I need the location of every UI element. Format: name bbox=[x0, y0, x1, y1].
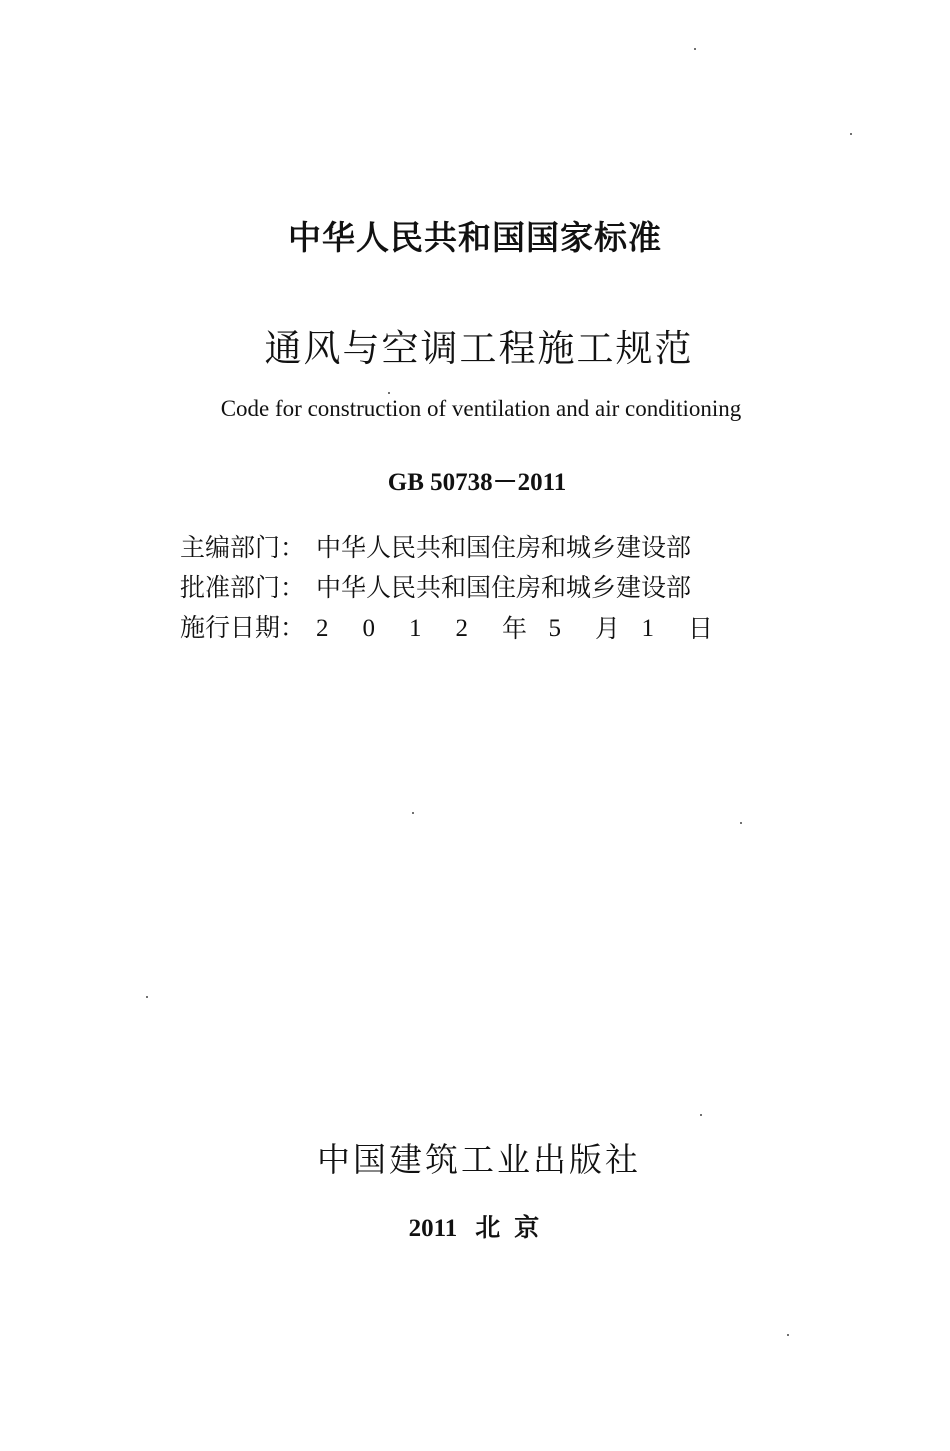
approver-row bbox=[180, 568, 735, 608]
editor-row bbox=[180, 528, 735, 568]
editor-value: 中华人民共和国住房和城乡建设部 bbox=[316, 533, 692, 562]
approver-label: 批准部门： bbox=[180, 573, 306, 602]
date-char: 1 bbox=[409, 615, 422, 642]
scan-speck bbox=[146, 996, 148, 998]
date-char: 日 bbox=[688, 614, 714, 643]
scan-speck bbox=[694, 48, 696, 50]
date-char: 月 bbox=[595, 614, 621, 643]
effective-date-value bbox=[316, 609, 735, 649]
date-char: 2 bbox=[455, 615, 468, 642]
document-title-chinese: 通风与空调工程施工规范 bbox=[264, 327, 694, 370]
publication-meta bbox=[180, 528, 735, 648]
date-char: 2 bbox=[316, 615, 329, 642]
date-char: 1 bbox=[641, 615, 654, 642]
effective-date-label: 施行日期： bbox=[180, 613, 306, 642]
imprint-city: 北京 bbox=[475, 1213, 554, 1242]
scan-speck bbox=[700, 1114, 702, 1116]
scan-speck bbox=[850, 133, 852, 135]
imprint bbox=[6, 1208, 950, 1244]
scan-speck bbox=[740, 822, 742, 824]
scan-speck bbox=[787, 1334, 789, 1336]
approver-value: 中华人民共和国住房和城乡建设部 bbox=[316, 573, 692, 602]
effective-date-row bbox=[180, 608, 735, 648]
date-char: 年 bbox=[502, 614, 528, 643]
standard-code: GB 50738－2011 bbox=[387, 469, 567, 496]
imprint-year: 2011 bbox=[408, 1215, 458, 1242]
publisher-name: 中国建筑工业出版社 bbox=[317, 1140, 641, 1179]
date-char: 5 bbox=[548, 615, 561, 642]
document-title-english: Code for construction of ventilation and air conditioning bbox=[220, 396, 742, 421]
scan-speck bbox=[388, 392, 390, 394]
editor-label: 主编部门： bbox=[180, 533, 306, 562]
national-standard-heading: 中华人民共和国国家标准 bbox=[288, 218, 662, 257]
scan-speck bbox=[412, 812, 414, 814]
date-char: 0 bbox=[362, 615, 375, 642]
